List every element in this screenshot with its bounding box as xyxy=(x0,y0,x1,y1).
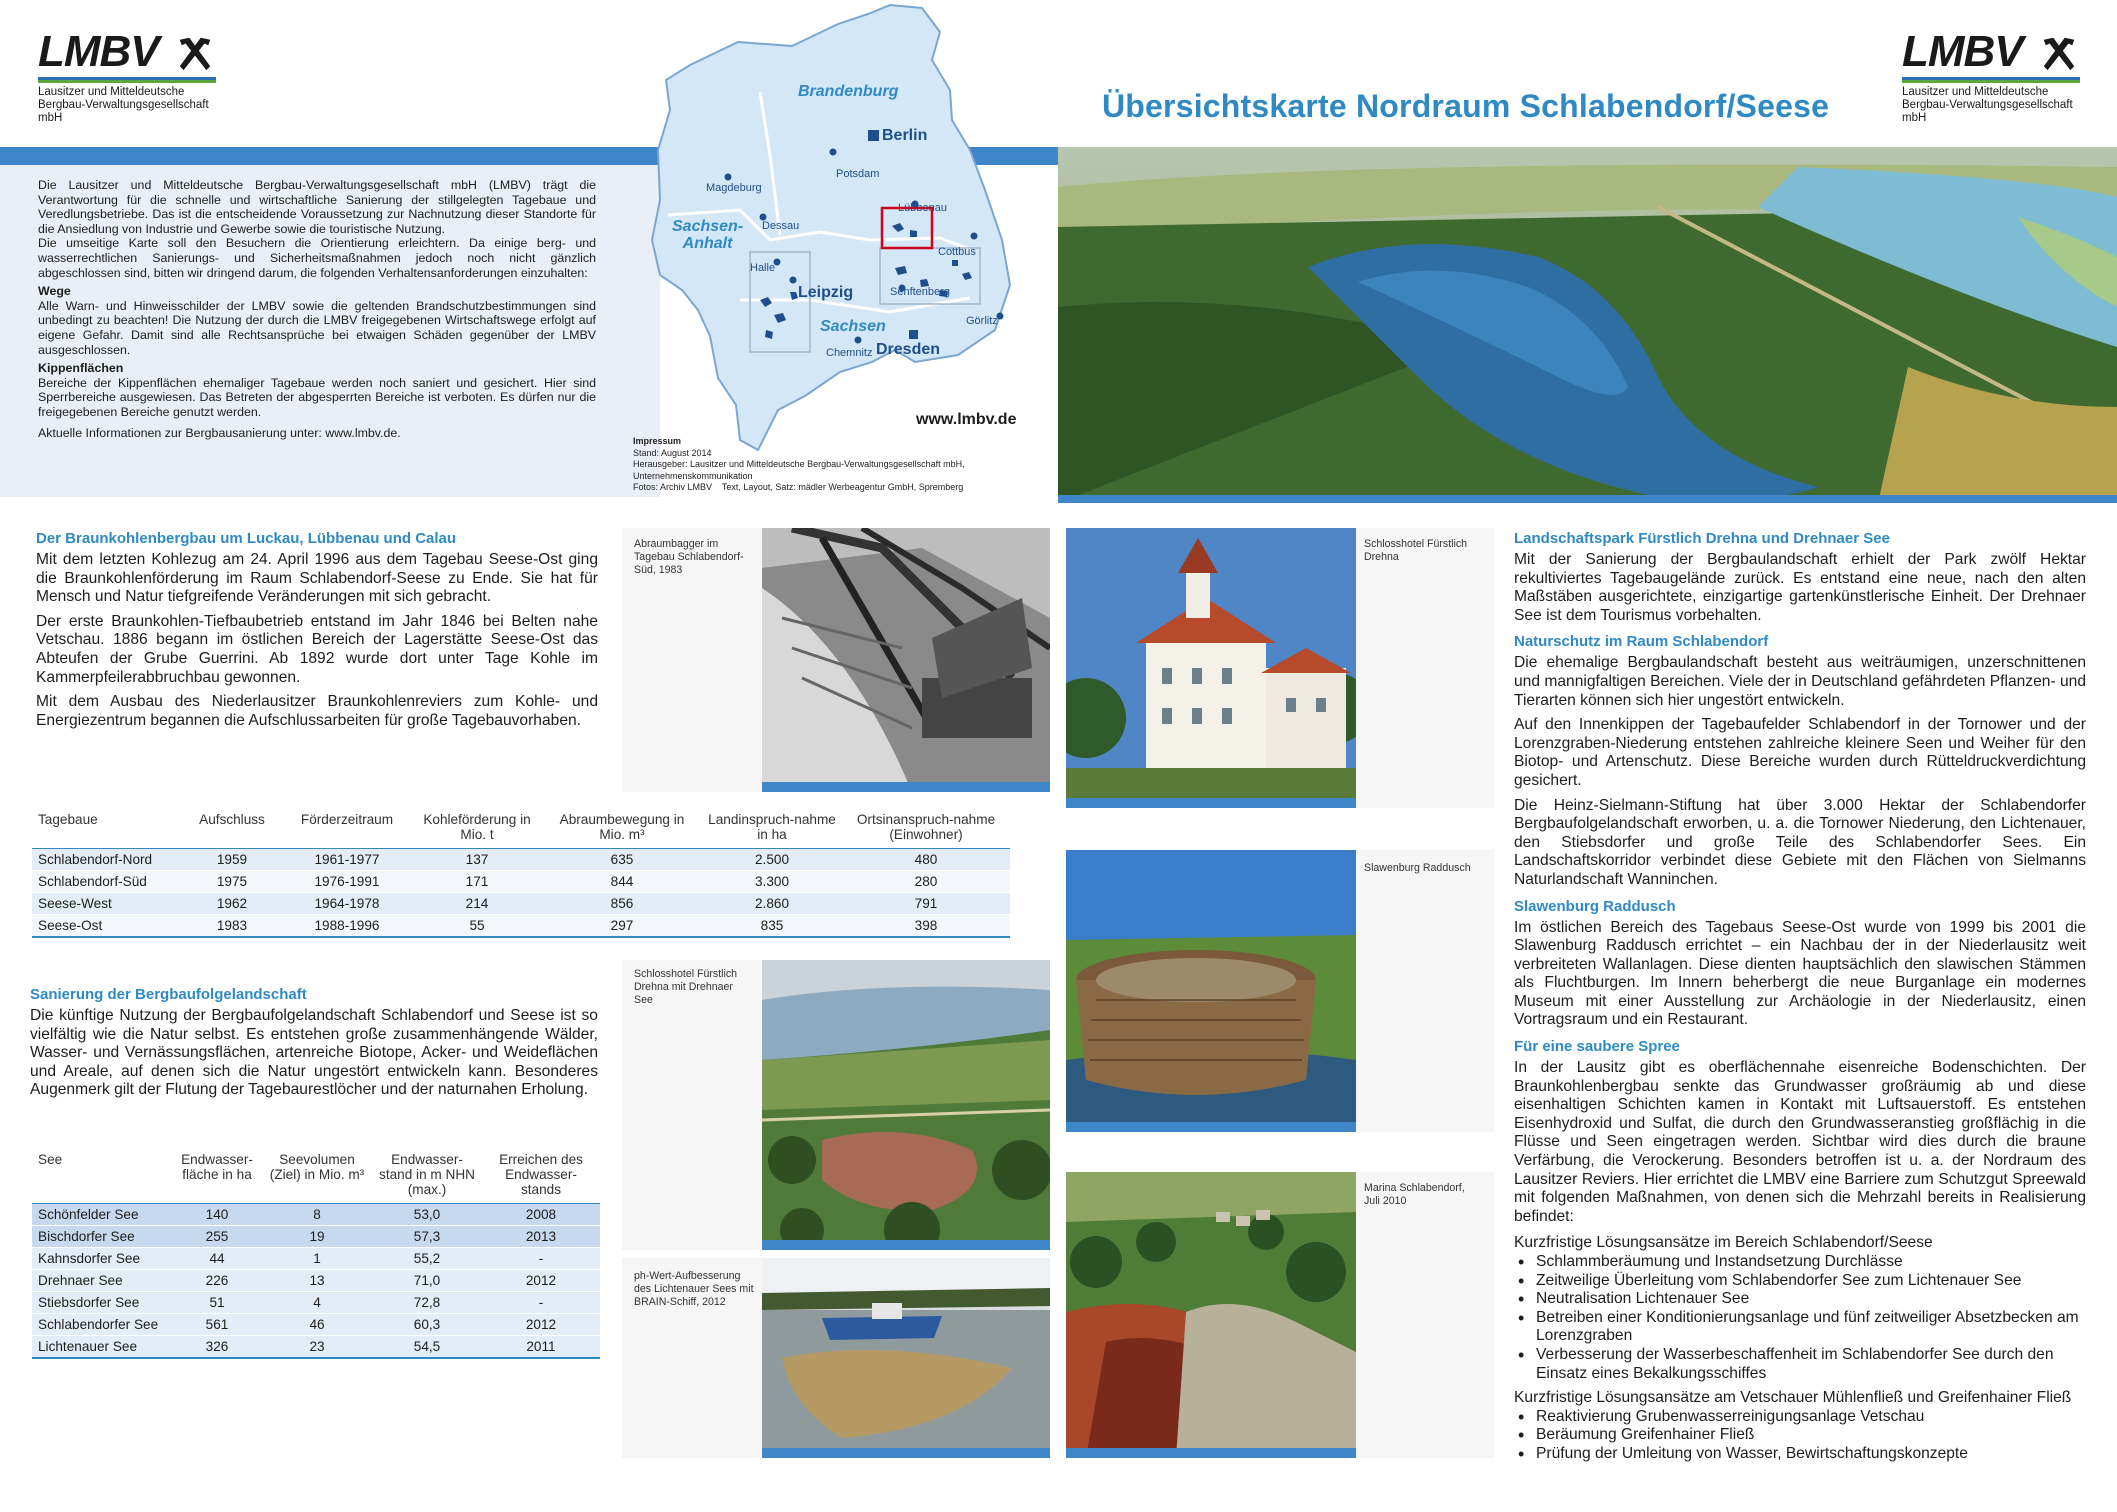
table-cell: 3.300 xyxy=(702,871,842,893)
table-cell: 635 xyxy=(542,849,702,871)
intro-kippen: Bereiche der Kippenflächen ehemaliger Tagebaue werden noch saniert und gesichert. Hier sind Sperrbereiche ausgewiesen. Das Betreten der abgesperrten Bereiche ist verboten. Es dürfen nur die freigegebenen Bereiche genutzt werden. xyxy=(38,375,596,419)
table-cell: 140 xyxy=(172,1204,262,1226)
table-cell: 1976-1991 xyxy=(282,871,412,893)
map-label-halle: Halle xyxy=(750,262,776,274)
map-label-luebbenau: Lübbenau xyxy=(898,202,947,214)
table-cell: Kahnsdorfer See xyxy=(32,1248,172,1270)
logo-word: LMBV xyxy=(1902,27,2023,76)
list-item: • Verbesserung der Wasserbeschaffenheit im Schlabendorfer See durch den Einsatz eines Bekalkungsschiffes xyxy=(1514,1346,2086,1383)
logo-subtitle: Lausitzer und Mitteldeutsche Bergbau-Verwaltungsgesellschaft mbH xyxy=(38,86,209,124)
impressum-line: Herausgeber: Lausitzer und Mitteldeutsche Bergbau-Verwaltungsgesellschaft mbH, xyxy=(633,459,965,469)
table-cell: 72,8 xyxy=(372,1292,482,1314)
table-cell: 1988-1996 xyxy=(282,915,412,938)
photo-band xyxy=(1066,798,1356,808)
map-label-goerlitz: Görlitz xyxy=(966,315,998,327)
list-item: • Beräumung Greifenhainer Fließ xyxy=(1514,1426,2086,1445)
table-row xyxy=(32,1226,600,1248)
table-header: Aufschluss xyxy=(182,810,282,849)
map-label-berlin: Berlin xyxy=(882,127,928,144)
map-label-dessau: Dessau xyxy=(762,220,800,232)
table-header: See xyxy=(32,1150,172,1204)
table-cell: 1983 xyxy=(182,915,282,938)
table-cell: 8 xyxy=(262,1204,372,1226)
table-cell: 19 xyxy=(262,1226,372,1248)
table-cell: 71,0 xyxy=(372,1270,482,1292)
table-cell: 791 xyxy=(842,893,1010,915)
braunkohle-p3: Mit dem Ausbau des Niederlausitzer Braunkohlenreviers zum Kohle- und Energiezentrum begannen die Aufschlussarbeiten für große Tagebauvorhaben. xyxy=(36,693,598,729)
intro-p1: Die Lausitzer und Mitteldeutsche Bergbau-Verwaltungsgesellschaft mbH (LMBV) trägt die Verantwortung für die schnelle und wirtschaftliche Sanierung der stillgelegten Tagebaue und Veredlungsbetriebe. Das ist die entscheidende Voraussetzung zur Nachnutzung dieser Standorte für die Ansiedlung von Industrie und Gewerbe sowie die touristische Nutzung. xyxy=(38,178,596,236)
table-cell: 44 xyxy=(172,1248,262,1270)
list-item: • Neutralisation Lichtenauer See xyxy=(1514,1290,2086,1309)
caption-ph-wert: ph-Wert-Aufbesserung des Lichtenauer Sees mit BRAIN-Schiff, 2012 xyxy=(634,1270,754,1308)
table-cell: 2008 xyxy=(482,1204,600,1226)
impressum xyxy=(633,436,1053,494)
photo-schlosshotel xyxy=(1066,528,1494,808)
table-cell: 398 xyxy=(842,915,1010,938)
table-cell: 1 xyxy=(262,1248,372,1270)
table-row xyxy=(32,1314,600,1336)
photo-band xyxy=(762,1448,1050,1458)
photo-band xyxy=(1058,495,2117,503)
intro-heading-kippen: Kippenflächen xyxy=(38,361,124,376)
table-header: Landinspruch-nahme in ha xyxy=(702,810,842,849)
table-cell: 171 xyxy=(412,871,542,893)
table-cell: 4 xyxy=(262,1292,372,1314)
table-cell: Schlabendorf-Süd xyxy=(32,871,182,893)
table-cell: Schlabendorf-Nord xyxy=(32,849,182,871)
lmbv-logo-right xyxy=(1902,27,2080,125)
table-header: Tagebaue xyxy=(32,810,182,849)
table-cell: 51 xyxy=(172,1292,262,1314)
table-row xyxy=(32,1248,600,1270)
photo-band xyxy=(762,1240,1050,1250)
right-p2a: Die ehemalige Bergbaulandschaft besteht aus weiträumigen, unzerschnittenen und mannigfaltigen Bereichen. Viele der in Deutschland gefährdeten Pflanzen- und Tierarten können sich hier ungestört entwickeln. xyxy=(1514,654,2086,709)
table-cell: 1959 xyxy=(182,849,282,871)
table-cell: 480 xyxy=(842,849,1010,871)
table-row xyxy=(32,871,1010,893)
table-cell: 297 xyxy=(542,915,702,938)
impressum-heading: Impressum xyxy=(633,436,682,446)
table-cell: 46 xyxy=(262,1314,372,1336)
photo-marina xyxy=(1066,1172,1494,1458)
table-cell: - xyxy=(482,1292,600,1314)
overview-map xyxy=(640,0,1060,480)
aerial-photo-lakes xyxy=(1058,147,2117,503)
table-cell: 326 xyxy=(172,1336,262,1359)
table-cell: 2012 xyxy=(482,1314,600,1336)
hammer-pick-icon xyxy=(176,34,214,72)
caption-slawenburg: Slawenburg Raddusch xyxy=(1364,862,1471,874)
see-table xyxy=(32,1150,600,1359)
table-cell: 53,0 xyxy=(372,1204,482,1226)
caption-marina: Marina Schlabendorf, Juli 2010 xyxy=(1364,1182,1465,1207)
logo-bars xyxy=(1902,77,2080,83)
table-cell: 1962 xyxy=(182,893,282,915)
table-cell: 226 xyxy=(172,1270,262,1292)
table-cell: Schlabendorfer See xyxy=(32,1314,172,1336)
caption-bagger: Abraumbagger im Tagebau Schlabendorf-Süd, 1983 xyxy=(634,538,744,576)
table-header: Endwasser-fläche in ha xyxy=(172,1150,262,1204)
table-cell: Drehnaer See xyxy=(32,1270,172,1292)
list1 xyxy=(1514,1253,2086,1383)
section-heading: Slawenburg Raddusch xyxy=(1514,897,1676,915)
intro-aktuell: Aktuelle Informationen zur Bergbausanierung unter: www.lmbv.de. xyxy=(38,425,401,440)
table-header: Endwasser-stand in m NHN (max.) xyxy=(372,1150,482,1204)
photo-ph-wert xyxy=(622,1258,1050,1458)
table-row xyxy=(32,893,1010,915)
table-cell: 13 xyxy=(262,1270,372,1292)
table-cell: 2011 xyxy=(482,1336,600,1359)
table-header: Abraumbewegung in Mio. m³ xyxy=(542,810,702,849)
table-cell: 23 xyxy=(262,1336,372,1359)
table-cell: 255 xyxy=(172,1226,262,1248)
logo-bars xyxy=(38,77,216,83)
table-cell: Seese-Ost xyxy=(32,915,182,938)
lmbv-logo-left xyxy=(38,27,216,125)
logo-subtitle: Lausitzer und Mitteldeutsche Bergbau-Verwaltungsgesellschaft mbH xyxy=(1902,86,2073,124)
impressum-line: Stand: August 2014 xyxy=(633,447,712,458)
table-cell: - xyxy=(482,1248,600,1270)
caption-schloss: Schlosshotel Fürstlich Drehna xyxy=(1364,538,1468,563)
braunkohle-p2: Der erste Braunkohlen-Tiefbaubetrieb entstand im Jahr 1846 bei Belten nahe Vetschau. 1886 begann im östlichen Bereich der Lagerstätte Seese-Ost das Abteufen der Grube Guerrini. Ab 1892 wurde dort unter Tage Kohle im Kammerpfeilerabbruchbau gewonnen. xyxy=(36,612,598,686)
table-header: Erreichen des Endwasser-stands xyxy=(482,1150,600,1204)
impressum-line: Unternehmenskommunikation xyxy=(633,470,753,481)
table-header: Seevolumen (Ziel) in Mio. m³ xyxy=(262,1150,372,1204)
table-header-row xyxy=(32,1150,600,1204)
list1-title: Kurzfristige Lösungsansätze im Bereich Schlabendorf/Seese xyxy=(1514,1234,1933,1252)
map-label-potsdam: Potsdam xyxy=(836,168,880,180)
list-item: • Schlammberäumung und Instandsetzung Durchlässe xyxy=(1514,1253,2086,1272)
list-item: • Reaktivierung Grubenwasserreinigungsanlage Vetschau xyxy=(1514,1408,2086,1427)
table-cell: 2.500 xyxy=(702,849,842,871)
table-header: Ortsinanspruch-nahme (Einwohner) xyxy=(842,810,1010,849)
table-cell: 55,2 xyxy=(372,1248,482,1270)
map-label-sachsen-anhalt: Sachsen- Anhalt xyxy=(672,218,744,252)
photo-schlosshotel-see xyxy=(622,960,1050,1250)
table-cell: 561 xyxy=(172,1314,262,1336)
intro-p2: Die umseitige Karte soll den Besuchern die Orientierung erleichtern. Da einige berg- und wasserrechtlichen Sanierungs- und Sicherheitsmaßnahmen jedoch noch nicht gänzlich abgeschlossen sind, bitten wir dringend darum, die folgenden Verhaltensanforderungen einzuhalten: xyxy=(38,236,596,280)
hammer-pick-icon xyxy=(2040,34,2078,72)
section-braunkohle xyxy=(36,530,598,730)
caption-schloss-see: Schlosshotel Fürstlich Drehna mit Drehnaer See xyxy=(634,968,738,1006)
map-label-magdeburg: Magdeburg xyxy=(706,182,762,194)
table-cell: 55 xyxy=(412,915,542,938)
sanierung-p1: Die künftige Nutzung der Bergbaufolgelandschaft Schlabendorf und Seese ist so vielfältig wie die Natur selbst. Es entstehen große zusammenhängende Wälder, Wasser- und Vernässungsflächen, artenreiche Biotope, Acker- und Weideflächen und Areale, auf denen sich die Natur ungestört entwickeln kann. Besonderes Augenmerk gilt der Flutung der Tagebaurestlöcher und der naturnahen Erholung. xyxy=(30,1007,598,1099)
list-item: • Betreiben einer Konditionierungsanlage und fünf zeitweiliger Absetzbecken am Lorenzgraben xyxy=(1514,1309,2086,1346)
photo-band xyxy=(762,782,1050,792)
section-heading: Der Braunkohlenbergbau um Luckau, Lübbenau und Calau xyxy=(36,530,457,547)
intro-wege: Alle Warn- und Hinweisschilder der LMBV sowie die geltenden Brandschutzbestimmungen sind unbedingt zu beachten! Die Nutzung der durch die LMBV freigegebenen Wirtschaftswege erfolgt auf eigene Gefahr. Damit sind alle Rechtsansprüche bei etwaigen Schäden gegenüber der LMBV ausgeschlossen. xyxy=(38,298,596,357)
section-heading: Sanierung der Bergbaufolgelandschaft xyxy=(30,986,307,1003)
table-header-row xyxy=(32,810,1010,849)
table-row xyxy=(32,1292,600,1314)
intro-heading-wege: Wege xyxy=(38,284,71,299)
table-cell: Bischdorfer See xyxy=(32,1226,172,1248)
map-label-brandenburg: Brandenburg xyxy=(798,83,899,100)
table-row xyxy=(32,849,1010,871)
table-cell: 835 xyxy=(702,915,842,938)
table-cell: 214 xyxy=(412,893,542,915)
list-item: • Prüfung der Umleitung von Wasser, Bewirtschaftungskonzepte xyxy=(1514,1445,2086,1464)
right-p2b: Auf den Innenkippen der Tagebaufelder Schlabendorf in der Tornower und der Lorenzgraben-Niederung entstehen zahlreiche kleinere Seen und Weiher für den Biotop- und Artenschutz. Diese Bereiche wurden durch Rütteldruckverdichtung gesichert. xyxy=(1514,716,2086,789)
table-cell: Schönfelder See xyxy=(32,1204,172,1226)
table-cell: 54,5 xyxy=(372,1336,482,1359)
table-cell: 1964-1978 xyxy=(282,893,412,915)
right-p1: Mit der Sanierung der Bergbaulandschaft erhielt der Park zwölf Hektar rekultiviertes Tagebaugelände zurück. Es entstand eine neue, nach den alten Maßstäben ausgerichtete, einzigartige gartenkünstlerische Einheit. Der Drehnaer See ist dem Tourismus vorbehalten. xyxy=(1514,551,2086,624)
table-cell: Stiebsdorfer See xyxy=(32,1292,172,1314)
table-cell: 280 xyxy=(842,871,1010,893)
website-link[interactable]: www.lmbv.de xyxy=(916,411,1017,428)
tagebaue-table xyxy=(32,810,1010,938)
table-cell: 1975 xyxy=(182,871,282,893)
table-row xyxy=(32,1204,600,1226)
list2-title: Kurzfristige Lösungsansätze am Vetschauer Mühlenfließ und Greifenhainer Fließ xyxy=(1514,1389,2072,1407)
table-cell: Lichtenauer See xyxy=(32,1336,172,1359)
logo-word: LMBV xyxy=(38,27,159,76)
braunkohle-p1: Mit dem letzten Kohlezug am 24. April 1996 aus dem Tagebau Seese-Ost ging die Braunkohlenförderung im Raum Schlabendorf-Seese zu Ende. Sie hat für Mensch und Natur tiefgreifende Veränderungen mit sich gebracht. xyxy=(36,551,598,606)
map-label-senftenberg: Senftenberg xyxy=(890,286,950,298)
photo-band xyxy=(1066,1448,1356,1458)
section-heading: Für eine saubere Spree xyxy=(1514,1038,1680,1056)
right-p4: In der Lausitz gibt es oberflächennahe eisenreiche Bodenschichten. Der Braunkohlenbergbau senkte das Grundwasser großräumig ab und diese eisenhaltigen Schichten kamen in Kontakt mit Luftsauerstoff. Es entstehen Eisenhydroxid und Sulfat, die durch den Grundwasseranstieg großflächig in die Flüsse und Seen eingetragen werden. Sichtbar wird dies durch die braune Verfärbung, die Verockerung. Besonders betroffen ist u. a. der Nordraum des Lausitzer Reviers. Hier errichtet die LMBV eine Barriere zum Schutzgut Spreewald mit folgenden Maßnahmen, von denen sich die Mehrzahl bereits in Realisierung befindet: xyxy=(1514,1059,2086,1225)
right-column xyxy=(1514,530,2086,1464)
table-row xyxy=(32,1270,600,1292)
page-title: Übersichtskarte Nordraum Schlabendorf/Seese xyxy=(1102,88,1830,124)
section-heading: Landschaftspark Fürstlich Drehna und Drehnaer See xyxy=(1514,530,1890,547)
map-label-dresden: Dresden xyxy=(876,341,941,358)
impressum-line: Fotos: Archiv LMBV Text, Layout, Satz: mädler Werbeagentur GmbH, Spremberg xyxy=(633,482,964,492)
right-p3: Im östlichen Bereich des Tagebaus Seese-Ost wurde von 1999 bis 2001 die Slawenburg Raddusch errichtet – ein Nachbau der in der Niederlausitz weit verbreiteten Wallanlagen. Diese dienten hauptsächlich den slawischen Stämmen als Fluchtburgen. Im Innern beherbergt die neue Burganlage ein modernes Museum mit einer Ausstellung zur Archäologie in der Niederlausitz, einen Vortragsraum und ein Restaurant. xyxy=(1514,918,2086,1029)
table-cell: Seese-West xyxy=(32,893,182,915)
table-header: Kohleförderung in Mio. t xyxy=(412,810,542,849)
table-cell: 2.860 xyxy=(702,893,842,915)
table-cell: 1961-1977 xyxy=(282,849,412,871)
table-cell: 137 xyxy=(412,849,542,871)
map-label-chemnitz: Chemnitz xyxy=(826,347,873,359)
table-row xyxy=(32,915,1010,938)
right-p2c: Die Heinz-Sielmann-Stiftung hat über 3.000 Hektar der Schlabendorfer Bergbaufolgelandschaft erworben, u. a. die Tornower Niederung, den Lichtenauer, den Stiebsdorfer und große Teile des Schlabendorfer Sees. Ein Landschaftskorridor verbindet diese Gebiete mit den Flächen von Sielmanns Naturlandschaft Wanninchen. xyxy=(1514,796,2086,888)
section-heading: Naturschutz im Raum Schlabendorf xyxy=(1514,633,1769,651)
photo-slawenburg xyxy=(1066,850,1494,1132)
map-label-sachsen: Sachsen xyxy=(820,318,886,335)
table-cell: 856 xyxy=(542,893,702,915)
photo-abraumbagger xyxy=(622,528,1050,792)
table-cell: 844 xyxy=(542,871,702,893)
table-cell: 2012 xyxy=(482,1270,600,1292)
photo-band xyxy=(1066,1122,1356,1132)
section-sanierung xyxy=(30,986,598,1100)
table-row xyxy=(32,1336,600,1359)
map-label-leipzig: Leipzig xyxy=(798,284,854,301)
table-cell: 57,3 xyxy=(372,1226,482,1248)
list2 xyxy=(1514,1408,2086,1464)
table-cell: 2013 xyxy=(482,1226,600,1248)
table-cell: 60,3 xyxy=(372,1314,482,1336)
table-header: Förderzeitraum xyxy=(282,810,412,849)
list-item: • Zeitweilige Überleitung vom Schlabendorfer See zum Lichtenauer See xyxy=(1514,1272,2086,1291)
map-label-cottbus: Cottbus xyxy=(938,246,976,258)
intro-text xyxy=(38,178,596,440)
